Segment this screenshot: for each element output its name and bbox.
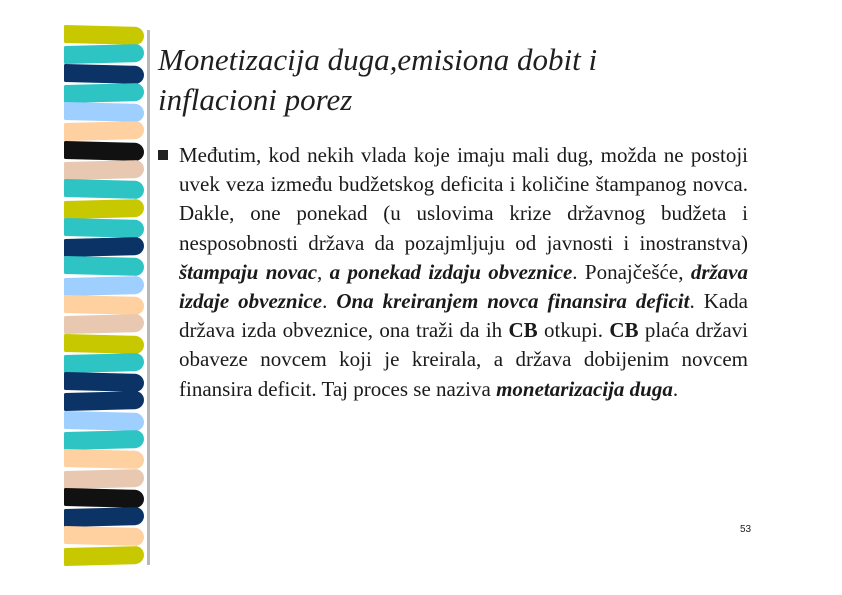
decorative-stripe [64, 391, 144, 411]
decorative-stripe [64, 314, 144, 334]
decorative-stripe [64, 121, 144, 141]
text-run: otkupi. [537, 318, 610, 343]
decorative-stripe [64, 276, 144, 296]
decorative-stripe [64, 449, 144, 469]
decorative-stripe [64, 372, 144, 392]
emphasis-text: država izdaje obveznice [179, 259, 748, 314]
decorative-stripe [64, 546, 144, 566]
decorative-stripe [64, 44, 144, 64]
decorative-stripe [64, 353, 144, 373]
decorative-stripe [64, 83, 144, 103]
emphasis-text: štampaju novac [179, 259, 318, 284]
text-run: . [322, 289, 337, 314]
text-run: Međutim, kod nekih vlada koje imaju mali dug, možda ne postoji uvek veza između budžetskog deficita i količine štampanog novca. Dakle, one ponekad (u uslovima krize državnog budžeta i nesposobnosti država da pozajmljuju od javnosti i inostranstva) [179, 143, 748, 255]
decorative-stripe [64, 411, 144, 431]
emphasis-text: a ponekad izdaju obveznice [329, 259, 573, 284]
decorative-stripe [64, 237, 144, 257]
decorative-stripe [64, 526, 144, 546]
bold-text: CB [508, 318, 538, 343]
decorative-stripe [64, 430, 144, 450]
decorative-stripe [64, 102, 144, 122]
decorative-stripe [64, 469, 144, 489]
square-bullet-icon [158, 150, 168, 160]
decorative-stripe [64, 141, 144, 161]
decorative-stripe [64, 507, 144, 527]
slide-title-line-2: inflacioni porez [158, 82, 353, 117]
decorative-stripe [64, 25, 144, 45]
text-run: , [317, 259, 330, 284]
emphasis-text: Ona kreiranjem novca finansira deficit [336, 289, 690, 314]
decorative-stripe [64, 295, 144, 315]
emphasis-text: monetarizacija duga [496, 376, 673, 401]
decorative-stripe [64, 199, 144, 219]
decorative-stripe [64, 334, 144, 354]
decorative-stripe [64, 160, 144, 180]
decorative-stripe-bar [64, 26, 144, 566]
bullet-paragraph [179, 141, 748, 404]
decorative-stripe [64, 218, 144, 238]
text-run: . Kada država izda obveznice, ona traži da ih [179, 289, 748, 343]
slide-title-line-1: Monetizacija duga,emisiona dobit i [158, 42, 598, 77]
bold-text: CB [609, 318, 639, 343]
text-run: plaća državi obaveze novcem koji je kreirala, a država dobijenim novcem finansira deficit. Taj proces se naziva [179, 318, 748, 401]
decorative-stripe [64, 256, 144, 276]
text-run: . [672, 376, 679, 401]
text-run: . Ponajčešće, [572, 259, 691, 284]
page-number: 53 [740, 524, 752, 535]
slide-title [158, 40, 778, 120]
vertical-divider [147, 30, 150, 565]
decorative-stripe [64, 64, 144, 84]
decorative-stripe [64, 488, 144, 508]
decorative-stripe [64, 179, 144, 199]
